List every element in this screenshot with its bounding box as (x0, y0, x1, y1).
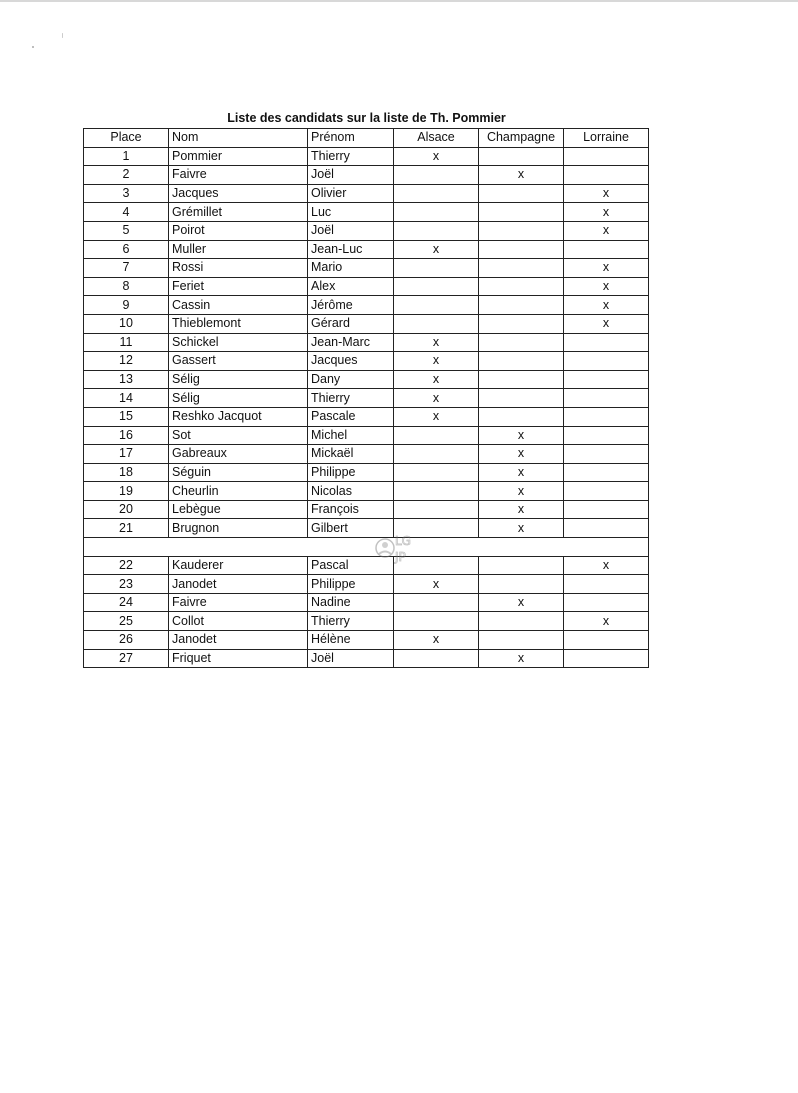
cell-alsace (394, 463, 479, 482)
cell-champagne: x (479, 482, 564, 501)
header-champagne: Champagne (479, 129, 564, 148)
cell-prenom: Michel (308, 426, 394, 445)
cell-alsace (394, 184, 479, 203)
cell-nom: Schickel (169, 333, 308, 352)
cell-nom: Lebègue (169, 500, 308, 519)
cell-lorraine (564, 370, 649, 389)
scan-speck (32, 46, 34, 48)
cell-place: 26 (84, 631, 169, 650)
cell-nom: Sélig (169, 389, 308, 408)
cell-place: 16 (84, 426, 169, 445)
cell-champagne (479, 631, 564, 650)
cell-place: 20 (84, 500, 169, 519)
cell-prenom: Philippe (308, 575, 394, 594)
table-row (84, 370, 649, 389)
cell-place: 22 (84, 556, 169, 575)
cell-nom: Faivre (169, 166, 308, 185)
cell-prenom: Joël (308, 649, 394, 668)
header-alsace: Alsace (394, 129, 479, 148)
cell-place: 23 (84, 575, 169, 594)
cell-nom: Jacques (169, 184, 308, 203)
cell-nom: Collot (169, 612, 308, 631)
cell-nom: Muller (169, 240, 308, 259)
cell-champagne (479, 277, 564, 296)
cell-alsace (394, 500, 479, 519)
cell-alsace: x (394, 352, 479, 371)
table-row (84, 147, 649, 166)
table-row (84, 259, 649, 278)
cell-nom: Poirot (169, 221, 308, 240)
cell-nom: Cheurlin (169, 482, 308, 501)
cell-nom: Kauderer (169, 556, 308, 575)
cell-alsace (394, 277, 479, 296)
cell-alsace (394, 445, 479, 464)
table-row (84, 463, 649, 482)
cell-prenom: Olivier (308, 184, 394, 203)
cell-lorraine (564, 240, 649, 259)
cell-prenom: Jérôme (308, 296, 394, 315)
cell-place: 13 (84, 370, 169, 389)
cell-champagne (479, 556, 564, 575)
table-row (84, 593, 649, 612)
cell-prenom: Jacques (308, 352, 394, 371)
table-row (84, 221, 649, 240)
cell-nom: Janodet (169, 575, 308, 594)
cell-alsace (394, 203, 479, 222)
cell-nom: Feriet (169, 277, 308, 296)
cell-champagne (479, 407, 564, 426)
cell-prenom: Joël (308, 166, 394, 185)
cell-prenom: Alex (308, 277, 394, 296)
cell-place: 9 (84, 296, 169, 315)
table-row (84, 277, 649, 296)
cell-nom: Faivre (169, 593, 308, 612)
table-row (84, 482, 649, 501)
cell-nom: Sélig (169, 370, 308, 389)
cell-alsace: x (394, 240, 479, 259)
cell-nom: Gabreaux (169, 445, 308, 464)
cell-lorraine: x (564, 184, 649, 203)
cell-champagne (479, 296, 564, 315)
cell-champagne (479, 184, 564, 203)
cell-champagne (479, 203, 564, 222)
cell-prenom: Pascale (308, 407, 394, 426)
cell-place: 3 (84, 184, 169, 203)
cell-place: 2 (84, 166, 169, 185)
cell-place: 17 (84, 445, 169, 464)
cell-lorraine (564, 445, 649, 464)
cell-alsace (394, 482, 479, 501)
cell-lorraine (564, 389, 649, 408)
cell-champagne: x (479, 463, 564, 482)
cell-alsace: x (394, 575, 479, 594)
table-row (84, 184, 649, 203)
cell-alsace: x (394, 147, 479, 166)
cell-champagne: x (479, 593, 564, 612)
cell-lorraine: x (564, 203, 649, 222)
cell-prenom: Joël (308, 221, 394, 240)
cell-champagne: x (479, 500, 564, 519)
cell-lorraine (564, 575, 649, 594)
cell-nom: Séguin (169, 463, 308, 482)
cell-alsace: x (394, 631, 479, 650)
cell-prenom: Thierry (308, 147, 394, 166)
header-place: Place (84, 129, 169, 148)
cell-prenom: Gilbert (308, 519, 394, 538)
cell-place: 1 (84, 147, 169, 166)
cell-lorraine: x (564, 296, 649, 315)
cell-champagne (479, 221, 564, 240)
table-row (84, 500, 649, 519)
cell-nom: Sot (169, 426, 308, 445)
cell-nom: Friquet (169, 649, 308, 668)
cell-alsace (394, 593, 479, 612)
cell-lorraine (564, 463, 649, 482)
table-row (84, 407, 649, 426)
cell-lorraine: x (564, 221, 649, 240)
cell-nom: Janodet (169, 631, 308, 650)
header-nom: Nom (169, 129, 308, 148)
table-header-row (84, 129, 649, 148)
table-row (84, 631, 649, 650)
cell-lorraine (564, 166, 649, 185)
cell-prenom: Hélène (308, 631, 394, 650)
cell-nom: Thieblemont (169, 314, 308, 333)
cell-alsace (394, 649, 479, 668)
cell-champagne: x (479, 519, 564, 538)
cell-alsace (394, 221, 479, 240)
cell-prenom: Gérard (308, 314, 394, 333)
cell-nom: Gassert (169, 352, 308, 371)
cell-place: 21 (84, 519, 169, 538)
cell-prenom: Nicolas (308, 482, 394, 501)
document-title: Liste des candidats sur la liste de Th. Pommier (227, 111, 506, 125)
cell-prenom: François (308, 500, 394, 519)
cell-champagne: x (479, 445, 564, 464)
cell-alsace (394, 259, 479, 278)
cell-nom: Grémillet (169, 203, 308, 222)
table-row (84, 203, 649, 222)
table-row (84, 575, 649, 594)
cell-lorraine (564, 333, 649, 352)
cell-lorraine (564, 426, 649, 445)
cell-lorraine (564, 519, 649, 538)
cell-champagne (479, 575, 564, 594)
cell-alsace: x (394, 407, 479, 426)
candidates-table (83, 128, 649, 668)
cell-place: 11 (84, 333, 169, 352)
cell-alsace (394, 612, 479, 631)
cell-lorraine: x (564, 277, 649, 296)
cell-place: 24 (84, 593, 169, 612)
cell-alsace (394, 166, 479, 185)
cell-nom: Pommier (169, 147, 308, 166)
scan-edge (0, 0, 798, 2)
cell-champagne (479, 333, 564, 352)
table-row (84, 166, 649, 185)
cell-champagne (479, 314, 564, 333)
cell-alsace: x (394, 370, 479, 389)
cell-prenom: Mario (308, 259, 394, 278)
cell-place: 5 (84, 221, 169, 240)
table-row (84, 519, 649, 538)
cell-nom: Reshko Jacquot (169, 407, 308, 426)
table-row (84, 445, 649, 464)
table-row (84, 649, 649, 668)
header-prenom: Prénom (308, 129, 394, 148)
cell-lorraine (564, 649, 649, 668)
cell-lorraine (564, 593, 649, 612)
cell-alsace (394, 314, 479, 333)
cell-prenom: Jean-Marc (308, 333, 394, 352)
separator-row (84, 538, 649, 557)
cell-alsace (394, 426, 479, 445)
cell-lorraine (564, 631, 649, 650)
cell-lorraine (564, 500, 649, 519)
cell-place: 27 (84, 649, 169, 668)
table-row (84, 240, 649, 259)
cell-prenom: Pascal (308, 556, 394, 575)
cell-champagne (479, 389, 564, 408)
cell-place: 10 (84, 314, 169, 333)
scan-speck (62, 33, 63, 38)
cell-champagne: x (479, 649, 564, 668)
cell-champagne (479, 612, 564, 631)
cell-alsace: x (394, 389, 479, 408)
table-row (84, 556, 649, 575)
table-row (84, 296, 649, 315)
table-row (84, 389, 649, 408)
cell-place: 6 (84, 240, 169, 259)
table-row (84, 612, 649, 631)
cell-place: 14 (84, 389, 169, 408)
cell-place: 18 (84, 463, 169, 482)
cell-lorraine (564, 147, 649, 166)
separator-cell (84, 538, 649, 557)
cell-alsace: x (394, 333, 479, 352)
cell-champagne (479, 240, 564, 259)
cell-prenom: Luc (308, 203, 394, 222)
svg-text:LG: LG (395, 534, 411, 548)
table-row (84, 352, 649, 371)
svg-text:JP: JP (395, 550, 406, 564)
cell-lorraine (564, 407, 649, 426)
header-lorraine: Lorraine (564, 129, 649, 148)
cell-nom: Rossi (169, 259, 308, 278)
cell-lorraine (564, 482, 649, 501)
stamp-logo (371, 528, 423, 568)
cell-place: 25 (84, 612, 169, 631)
cell-champagne (479, 370, 564, 389)
cell-place: 15 (84, 407, 169, 426)
cell-nom: Brugnon (169, 519, 308, 538)
cell-lorraine: x (564, 314, 649, 333)
cell-lorraine (564, 352, 649, 371)
cell-champagne (479, 147, 564, 166)
cell-place: 8 (84, 277, 169, 296)
table-row (84, 426, 649, 445)
table-row (84, 314, 649, 333)
cell-champagne (479, 352, 564, 371)
cell-prenom: Jean-Luc (308, 240, 394, 259)
cell-nom: Cassin (169, 296, 308, 315)
cell-place: 7 (84, 259, 169, 278)
cell-champagne (479, 259, 564, 278)
cell-lorraine: x (564, 556, 649, 575)
cell-place: 19 (84, 482, 169, 501)
cell-champagne: x (479, 426, 564, 445)
cell-alsace (394, 296, 479, 315)
cell-lorraine: x (564, 259, 649, 278)
cell-prenom: Dany (308, 370, 394, 389)
cell-prenom: Thierry (308, 389, 394, 408)
cell-prenom: Thierry (308, 612, 394, 631)
cell-lorraine: x (564, 612, 649, 631)
cell-place: 4 (84, 203, 169, 222)
cell-champagne: x (479, 166, 564, 185)
table-row (84, 333, 649, 352)
cell-place: 12 (84, 352, 169, 371)
cell-prenom: Philippe (308, 463, 394, 482)
cell-prenom: Mickaël (308, 445, 394, 464)
cell-prenom: Nadine (308, 593, 394, 612)
